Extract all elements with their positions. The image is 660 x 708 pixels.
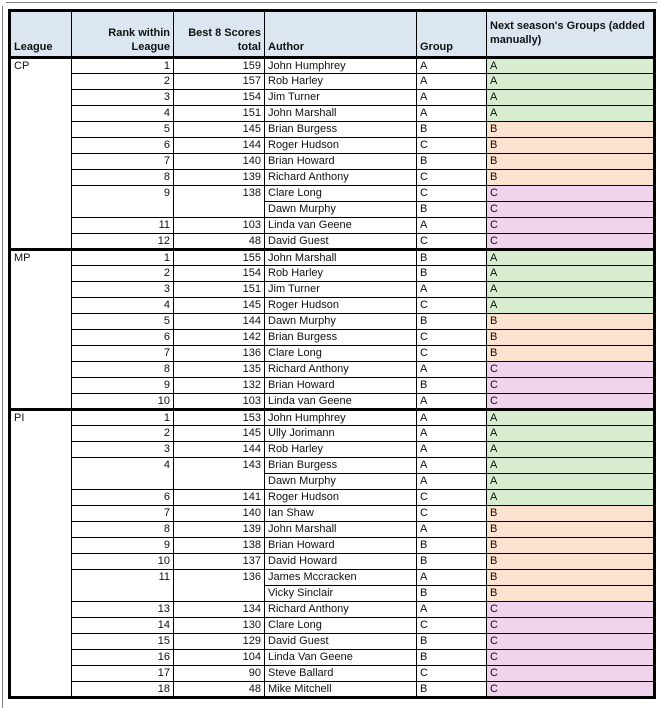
author-cell: Vicky Sinclair — [265, 586, 417, 602]
rank-cell: 7 — [72, 154, 174, 170]
score-cell: 144 — [174, 314, 265, 330]
rank-cell: 4 — [72, 298, 174, 314]
score-cell: 135 — [174, 362, 265, 378]
score-cell: 130 — [174, 618, 265, 634]
author-cell: Rob Harley — [265, 266, 417, 282]
table-row — [10, 218, 655, 234]
group-cell: A — [417, 218, 487, 234]
next-group-cell: C — [487, 362, 655, 378]
next-group-cell: B — [487, 138, 655, 154]
table-row — [10, 362, 655, 378]
group-cell: B — [417, 554, 487, 570]
score-cell: 132 — [174, 378, 265, 394]
table-row — [10, 394, 655, 410]
rank-cell: 2 — [72, 266, 174, 282]
group-cell: C — [417, 346, 487, 362]
rank-cell: 6 — [72, 330, 174, 346]
next-group-cell: A — [487, 266, 655, 282]
next-group-cell: B — [487, 570, 655, 586]
table-row — [10, 170, 655, 186]
rank-cell: 1 — [72, 250, 174, 266]
next-group-cell: A — [487, 442, 655, 458]
league-cell: MP — [10, 250, 72, 410]
group-cell: B — [417, 650, 487, 666]
group-cell: B — [417, 378, 487, 394]
table-row — [10, 378, 655, 394]
rank-cell: 1 — [72, 58, 174, 74]
author-cell: Brian Burgess — [265, 122, 417, 138]
next-group-cell: B — [487, 330, 655, 346]
league-cell: PI — [10, 410, 72, 698]
score-cell: 138 — [174, 186, 265, 218]
author-cell: Rob Harley — [265, 442, 417, 458]
table-row — [10, 618, 655, 634]
table-row — [10, 602, 655, 618]
score-cell: 48 — [174, 234, 265, 250]
rank-cell: 10 — [72, 554, 174, 570]
author-cell: Roger Hudson — [265, 490, 417, 506]
next-group-cell: C — [487, 378, 655, 394]
next-group-cell: B — [487, 522, 655, 538]
rank-cell: 8 — [72, 170, 174, 186]
rank-cell: 2 — [72, 74, 174, 90]
table-row — [10, 298, 655, 314]
header-row — [10, 11, 655, 58]
group-cell: C — [417, 298, 487, 314]
next-group-cell: C — [487, 634, 655, 650]
group-cell: C — [417, 330, 487, 346]
table-row — [10, 682, 655, 698]
group-cell: B — [417, 202, 487, 218]
rank-cell: 4 — [72, 106, 174, 122]
rank-cell: 17 — [72, 666, 174, 682]
group-cell: A — [417, 426, 487, 442]
table-row — [10, 138, 655, 154]
next-group-cell: C — [487, 202, 655, 218]
group-cell: A — [417, 458, 487, 474]
group-cell: C — [417, 186, 487, 202]
author-cell: Brian Howard — [265, 154, 417, 170]
rank-cell: 15 — [72, 634, 174, 650]
author-cell: John Humphrey — [265, 410, 417, 426]
rank-cell: 9 — [72, 186, 174, 218]
table-row — [10, 186, 655, 202]
author-cell: James Mccracken — [265, 570, 417, 586]
rank-cell: 3 — [72, 442, 174, 458]
group-cell: B — [417, 682, 487, 698]
author-cell: Ian Shaw — [265, 506, 417, 522]
author-cell: Linda Van Geene — [265, 650, 417, 666]
next-group-cell: C — [487, 602, 655, 618]
next-group-cell: A — [487, 250, 655, 266]
rank-cell: 5 — [72, 122, 174, 138]
rank-cell: 3 — [72, 90, 174, 106]
rank-cell: 14 — [72, 618, 174, 634]
next-group-cell: B — [487, 506, 655, 522]
score-cell: 145 — [174, 298, 265, 314]
group-cell: C — [417, 506, 487, 522]
score-cell: 145 — [174, 426, 265, 442]
group-cell: B — [417, 314, 487, 330]
next-group-cell: B — [487, 170, 655, 186]
rank-cell: 11 — [72, 570, 174, 602]
group-cell: B — [417, 634, 487, 650]
group-cell: B — [417, 122, 487, 138]
table-body — [10, 58, 655, 698]
table-row — [10, 666, 655, 682]
group-cell: A — [417, 394, 487, 410]
rank-cell: 6 — [72, 490, 174, 506]
author-cell: Brian Howard — [265, 538, 417, 554]
next-group-cell: A — [487, 106, 655, 122]
page-edge-line-left — [2, 6, 3, 708]
next-group-cell: A — [487, 298, 655, 314]
group-cell: C — [417, 138, 487, 154]
author-cell: Mike Mitchell — [265, 682, 417, 698]
table-row — [10, 650, 655, 666]
table-row — [10, 506, 655, 522]
score-cell: 143 — [174, 458, 265, 490]
next-group-cell: C — [487, 666, 655, 682]
author-cell: Dawn Murphy — [265, 202, 417, 218]
score-cell: 134 — [174, 602, 265, 618]
group-cell: A — [417, 90, 487, 106]
table-row — [10, 122, 655, 138]
column-header-next-groups: Next season's Groups (added manually) — [487, 11, 655, 58]
table-row — [10, 106, 655, 122]
author-cell: Linda van Geene — [265, 218, 417, 234]
column-header-rank: Rank within League — [72, 11, 174, 58]
next-group-cell: B — [487, 554, 655, 570]
next-group-cell: B — [487, 314, 655, 330]
score-cell: 159 — [174, 58, 265, 74]
table-row — [10, 154, 655, 170]
score-cell: 138 — [174, 538, 265, 554]
score-cell: 144 — [174, 138, 265, 154]
author-cell: John Marshall — [265, 106, 417, 122]
rank-cell: 8 — [72, 362, 174, 378]
group-cell: A — [417, 474, 487, 490]
author-cell: David Howard — [265, 554, 417, 570]
group-cell: C — [417, 170, 487, 186]
table-row — [10, 410, 655, 426]
next-group-cell: C — [487, 682, 655, 698]
table-row — [10, 346, 655, 362]
score-cell: 157 — [174, 74, 265, 90]
group-cell: B — [417, 586, 487, 602]
score-cell: 154 — [174, 90, 265, 106]
table-row — [10, 458, 655, 474]
author-cell: John Marshall — [265, 250, 417, 266]
table-row — [10, 490, 655, 506]
group-cell: C — [417, 618, 487, 634]
table-row — [10, 442, 655, 458]
group-cell: A — [417, 362, 487, 378]
table-row — [10, 58, 655, 74]
next-group-cell: B — [487, 122, 655, 138]
score-cell: 139 — [174, 170, 265, 186]
table-row — [10, 522, 655, 538]
rank-cell: 1 — [72, 410, 174, 426]
group-cell: A — [417, 282, 487, 298]
group-cell: C — [417, 490, 487, 506]
rank-cell: 2 — [72, 426, 174, 442]
score-cell: 142 — [174, 330, 265, 346]
group-cell: A — [417, 522, 487, 538]
next-group-cell: A — [487, 74, 655, 90]
group-cell: A — [417, 570, 487, 586]
score-cell: 145 — [174, 122, 265, 138]
next-group-cell: A — [487, 410, 655, 426]
author-cell: David Guest — [265, 234, 417, 250]
score-cell: 141 — [174, 490, 265, 506]
table-row — [10, 234, 655, 250]
rank-cell: 9 — [72, 538, 174, 554]
author-cell: Jim Turner — [265, 282, 417, 298]
table-row — [10, 314, 655, 330]
author-cell: John Humphrey — [265, 58, 417, 74]
author-cell: Brian Burgess — [265, 330, 417, 346]
score-cell: 155 — [174, 250, 265, 266]
score-cell: 136 — [174, 346, 265, 362]
rank-cell: 7 — [72, 506, 174, 522]
author-cell: Richard Anthony — [265, 170, 417, 186]
next-group-cell: B — [487, 538, 655, 554]
next-group-cell: A — [487, 458, 655, 474]
score-cell: 151 — [174, 106, 265, 122]
rank-cell: 8 — [72, 522, 174, 538]
author-cell: Dawn Murphy — [265, 474, 417, 490]
group-cell: B — [417, 538, 487, 554]
author-cell: Linda van Geene — [265, 394, 417, 410]
scores-table — [8, 9, 656, 699]
score-cell: 103 — [174, 218, 265, 234]
column-header-group: Group — [417, 11, 487, 58]
table-row — [10, 250, 655, 266]
author-cell: Clare Long — [265, 618, 417, 634]
next-group-cell: A — [487, 474, 655, 490]
group-cell: B — [417, 266, 487, 282]
table-header — [10, 11, 655, 58]
author-cell: Richard Anthony — [265, 362, 417, 378]
column-header-league: League — [10, 11, 72, 58]
next-group-cell: A — [487, 490, 655, 506]
table-row — [10, 282, 655, 298]
author-cell: Jim Turner — [265, 90, 417, 106]
next-group-cell: C — [487, 618, 655, 634]
table-row — [10, 634, 655, 650]
author-cell: Ully Jorimann — [265, 426, 417, 442]
table-row — [10, 266, 655, 282]
group-cell: C — [417, 666, 487, 682]
rank-cell: 6 — [72, 138, 174, 154]
score-cell: 140 — [174, 154, 265, 170]
group-cell: B — [417, 154, 487, 170]
table-row — [10, 74, 655, 90]
score-cell: 104 — [174, 650, 265, 666]
table-row — [10, 330, 655, 346]
rank-cell: 16 — [72, 650, 174, 666]
table-row — [10, 554, 655, 570]
author-cell: Roger Hudson — [265, 298, 417, 314]
score-cell: 140 — [174, 506, 265, 522]
rank-cell: 10 — [72, 394, 174, 410]
author-cell: John Marshall — [265, 522, 417, 538]
author-cell: David Guest — [265, 634, 417, 650]
next-group-cell: B — [487, 154, 655, 170]
table-row — [10, 90, 655, 106]
group-cell: C — [417, 234, 487, 250]
author-cell: Roger Hudson — [265, 138, 417, 154]
author-cell: Steve Ballard — [265, 666, 417, 682]
rank-cell: 3 — [72, 282, 174, 298]
next-group-cell: A — [487, 90, 655, 106]
score-cell: 129 — [174, 634, 265, 650]
rank-cell: 5 — [72, 314, 174, 330]
group-cell: A — [417, 58, 487, 74]
group-cell: B — [417, 250, 487, 266]
table-row — [10, 538, 655, 554]
table-row — [10, 570, 655, 586]
next-group-cell: B — [487, 346, 655, 362]
next-group-cell: C — [487, 234, 655, 250]
score-cell: 103 — [174, 394, 265, 410]
table-row — [10, 426, 655, 442]
rank-cell: 7 — [72, 346, 174, 362]
page-edge-line-top — [6, 2, 657, 3]
column-header-author: Author — [265, 11, 417, 58]
rank-cell: 13 — [72, 602, 174, 618]
score-cell: 136 — [174, 570, 265, 602]
next-group-cell: C — [487, 218, 655, 234]
score-cell: 154 — [174, 266, 265, 282]
next-group-cell: A — [487, 426, 655, 442]
rank-cell: 9 — [72, 378, 174, 394]
next-group-cell: A — [487, 282, 655, 298]
rank-cell: 4 — [72, 458, 174, 490]
score-cell: 151 — [174, 282, 265, 298]
author-cell: Brian Howard — [265, 378, 417, 394]
next-group-cell: A — [487, 58, 655, 74]
rank-cell: 12 — [72, 234, 174, 250]
score-cell: 153 — [174, 410, 265, 426]
group-cell: A — [417, 602, 487, 618]
score-cell: 144 — [174, 442, 265, 458]
group-cell: A — [417, 74, 487, 90]
next-group-cell: C — [487, 650, 655, 666]
next-group-cell: C — [487, 394, 655, 410]
author-cell: Rob Harley — [265, 74, 417, 90]
group-cell: A — [417, 410, 487, 426]
author-cell: Clare Long — [265, 346, 417, 362]
rank-cell: 11 — [72, 218, 174, 234]
author-cell: Richard Anthony — [265, 602, 417, 618]
group-cell: A — [417, 106, 487, 122]
author-cell: Clare Long — [265, 186, 417, 202]
score-cell: 90 — [174, 666, 265, 682]
league-cell: CP — [10, 58, 72, 250]
score-cell: 139 — [174, 522, 265, 538]
author-cell: Brian Burgess — [265, 458, 417, 474]
column-header-score: Best 8 Scores total — [174, 11, 265, 58]
author-cell: Dawn Murphy — [265, 314, 417, 330]
next-group-cell: C — [487, 186, 655, 202]
group-cell: A — [417, 442, 487, 458]
score-cell: 48 — [174, 682, 265, 698]
rank-cell: 18 — [72, 682, 174, 698]
score-cell: 137 — [174, 554, 265, 570]
next-group-cell: B — [487, 586, 655, 602]
